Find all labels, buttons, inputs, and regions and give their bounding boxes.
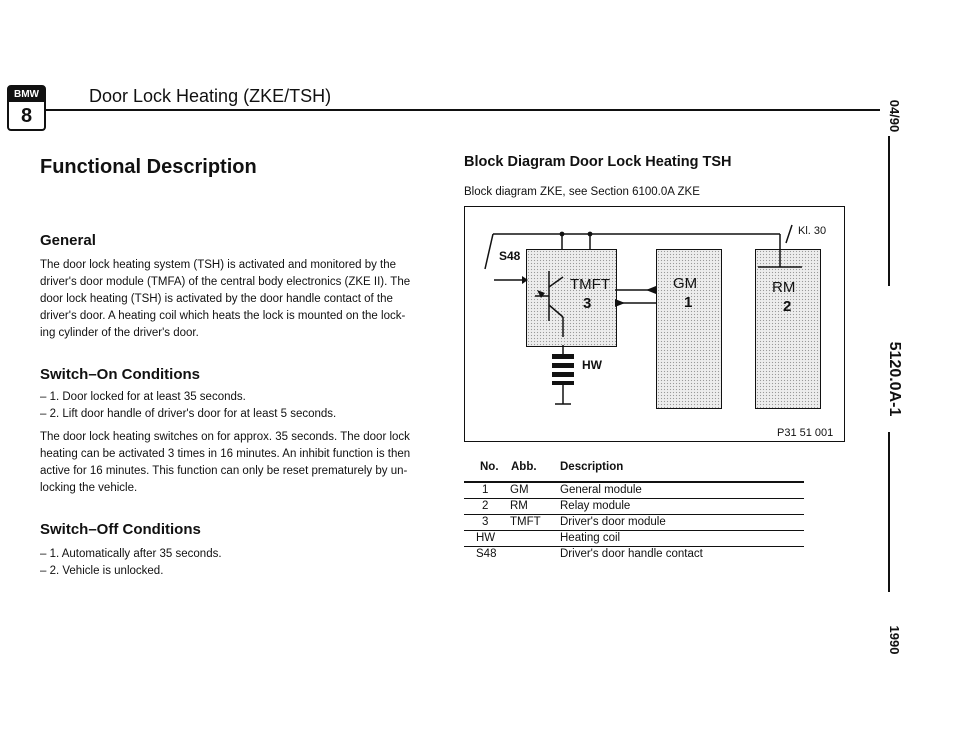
block-diagram-title: Block Diagram Door Lock Heating TSH (464, 154, 732, 170)
header-rule (44, 109, 880, 111)
heading-switch-on: Switch–On Conditions (40, 366, 200, 383)
cell-no: 3 (482, 516, 489, 528)
label-rm-number: 2 (783, 298, 792, 315)
table-row (464, 483, 804, 499)
logo-brand-text: BMW (9, 87, 44, 102)
header-no: No. (480, 461, 499, 473)
cell-desc: Driver's door handle contact (560, 548, 703, 560)
label-tmft: TMFT (570, 276, 610, 293)
label-hw: HW (582, 358, 602, 372)
document-title: Door Lock Heating (ZKE/TSH) (89, 86, 332, 106)
heading-switch-off: Switch–Off Conditions (40, 521, 201, 538)
cell-no: S48 (476, 548, 497, 560)
switch-on-item: – 1. Door locked for at least 35 seconds. (40, 391, 246, 403)
header-description: Description (560, 461, 624, 473)
label-tmft-number: 3 (583, 295, 592, 312)
legend-table (464, 461, 804, 562)
label-kl30: Kl. 30 (798, 225, 827, 237)
cell-no: 2 (482, 500, 489, 512)
label-gm: GM (673, 275, 698, 292)
paragraph-switch-on: The door lock heating switches on for approx. 35 seconds. The door lock heating can be activated 3 times in 16 minutes. An inhibit function is then active for 16 minutes. This function can only be reset prematurely by un-locking the vehicle. (40, 431, 411, 494)
table-row (464, 547, 804, 562)
side-divider-1 (888, 136, 890, 286)
paragraph-general: The door lock heating system (TSH) is activated and monitored by the driver's door module (TMFA) of the central body electronics (ZKE II). The door lock heating (TSH) is activated by the door handle contact of the driver's door. A heating coil which heats the lock is mounted on the lock-ing cylinder of the driver's door. (40, 259, 411, 339)
heading-general: General (40, 232, 96, 249)
label-rm: RM (772, 279, 796, 296)
bmw-8-series-logo (7, 85, 46, 131)
diagram-wiring (465, 207, 846, 443)
table-row (464, 531, 804, 547)
cell-abb: TMFT (510, 516, 541, 528)
cell-desc: Heating coil (560, 532, 621, 544)
table-row (464, 515, 804, 531)
logo-series-number: 8 (20, 105, 33, 127)
cell-no: HW (476, 532, 496, 544)
switch-off-item: – 2. Vehicle is unlocked. (40, 565, 164, 577)
side-year: 1990 (887, 625, 902, 655)
side-divider-2 (888, 432, 890, 592)
cell-desc: General module (560, 484, 642, 496)
label-s48: S48 (499, 249, 521, 263)
figure-reference: P31 51 001 (777, 427, 834, 439)
label-gm-number: 1 (684, 294, 693, 311)
header-abb: Abb. (511, 461, 537, 473)
table-header (464, 461, 804, 483)
cell-no: 1 (482, 484, 489, 496)
cell-desc: Driver's door module (560, 516, 666, 528)
switch-off-item: – 1. Automatically after 35 seconds. (40, 548, 222, 560)
cell-abb: RM (510, 500, 528, 512)
cell-abb: GM (510, 484, 529, 496)
table-row (464, 499, 804, 515)
side-date: 04/90 (887, 99, 902, 133)
block-diagram (464, 206, 845, 442)
switch-on-item: – 2. Lift door handle of driver's door for at least 5 seconds. (40, 408, 337, 420)
section-title-functional-description: Functional Description (40, 156, 257, 178)
side-document-number: 5120.0A-1 (886, 341, 903, 417)
block-diagram-subtitle: Block diagram ZKE, see Section 6100.0A ZKE (464, 186, 700, 198)
cell-desc: Relay module (560, 500, 631, 512)
